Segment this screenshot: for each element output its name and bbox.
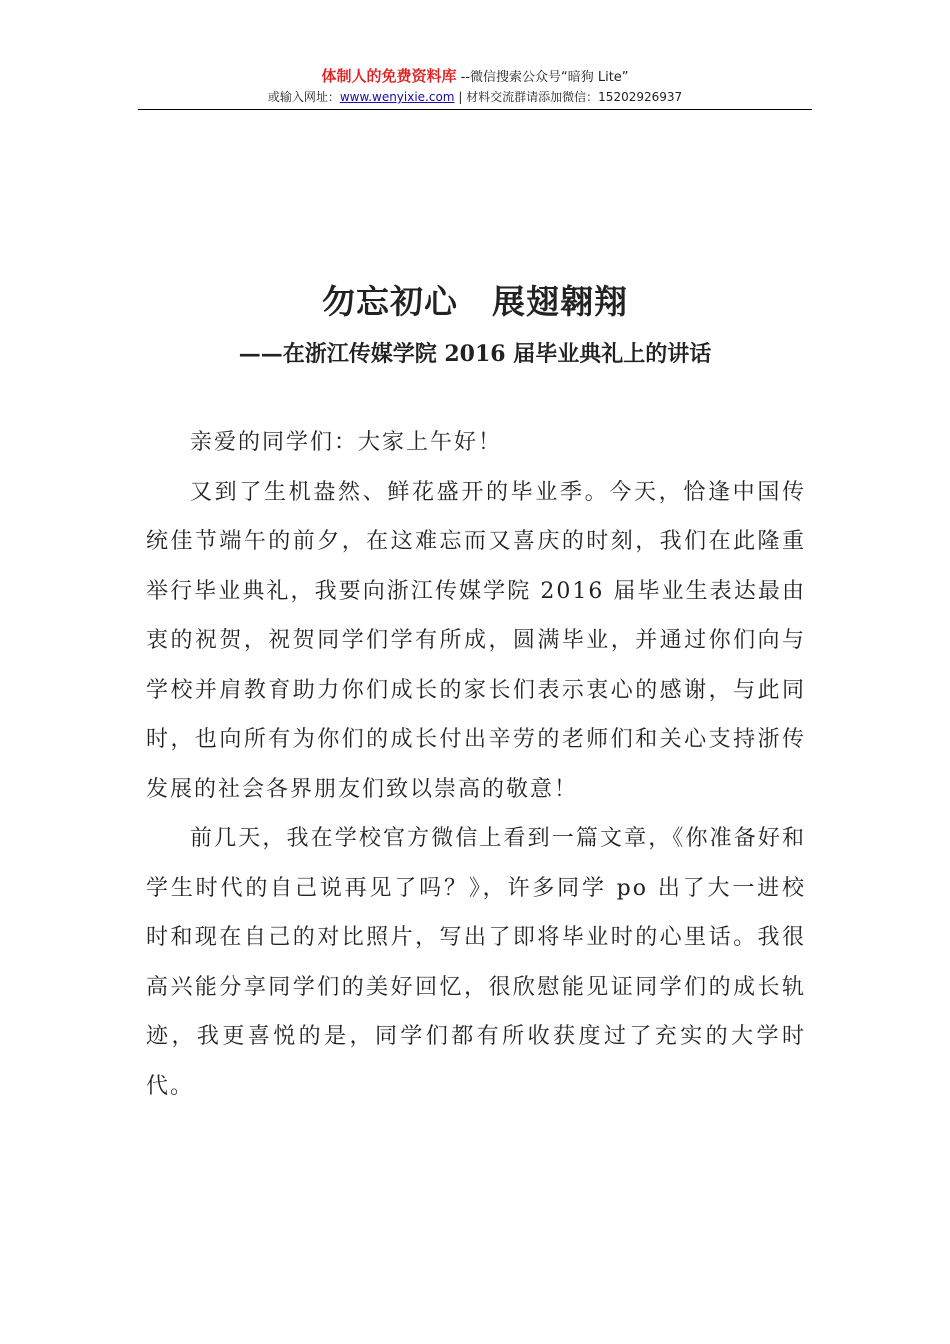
url-prefix: 或输入网址： bbox=[267, 90, 340, 104]
paragraph: 又到了生机盎然、鲜花盛开的毕业季。今天，恰逢中国传统佳节端午的前夕，在这难忘而又喜庆的时刻，我们在此隆重举行毕业典礼，我要向浙江传媒学院 2016 届毕业生表达最由衷的祝贺，祝贺同学们学有所成，圆满毕业，并通过你们向与学校并肩教育助力你们成长的家长们表示衷心的感谢，与此同时，也向所有为你们的成长付出辛劳的老师们和关心支持浙传发展的社会各界朋友们致以崇高的敬意！ bbox=[146, 479, 806, 802]
document-subtitle: ——在浙江传媒学院 2016 届毕业典礼上的讲话 bbox=[238, 341, 712, 367]
header-line-1 bbox=[138, 66, 812, 88]
header-divider bbox=[138, 109, 812, 110]
brand-suffix: --微信搜索公众号“暗狗 Lite” bbox=[456, 70, 629, 85]
paragraph-greeting: 亲爱的同学们：大家上午好！ bbox=[190, 430, 503, 455]
page-header bbox=[138, 66, 812, 106]
document-title: 勿忘初心 展翅翱翔 bbox=[322, 282, 628, 321]
brand-name: 体制人的免费资料库 bbox=[321, 67, 457, 85]
paragraph: 前几天，我在学校官方微信上看到一篇文章，《你准备好和学生时代的自己说再见了吗？》，许多同学 po 出了大一进校时和现在自己的对比照片，写出了即将毕业时的心里话。我很高兴能分享同学们的美好回忆，很欣慰能见证同学们的成长轨迹，我更喜悦的是，同学们都有所收获度过了充实的大学时代。 bbox=[146, 826, 806, 1099]
website-link[interactable]: www.wenyixie.com bbox=[339, 90, 455, 104]
wechat-contact: | 材料交流群请添加微信：15202926937 bbox=[454, 90, 683, 104]
document-body bbox=[146, 418, 806, 1111]
header-line-2 bbox=[138, 88, 812, 106]
